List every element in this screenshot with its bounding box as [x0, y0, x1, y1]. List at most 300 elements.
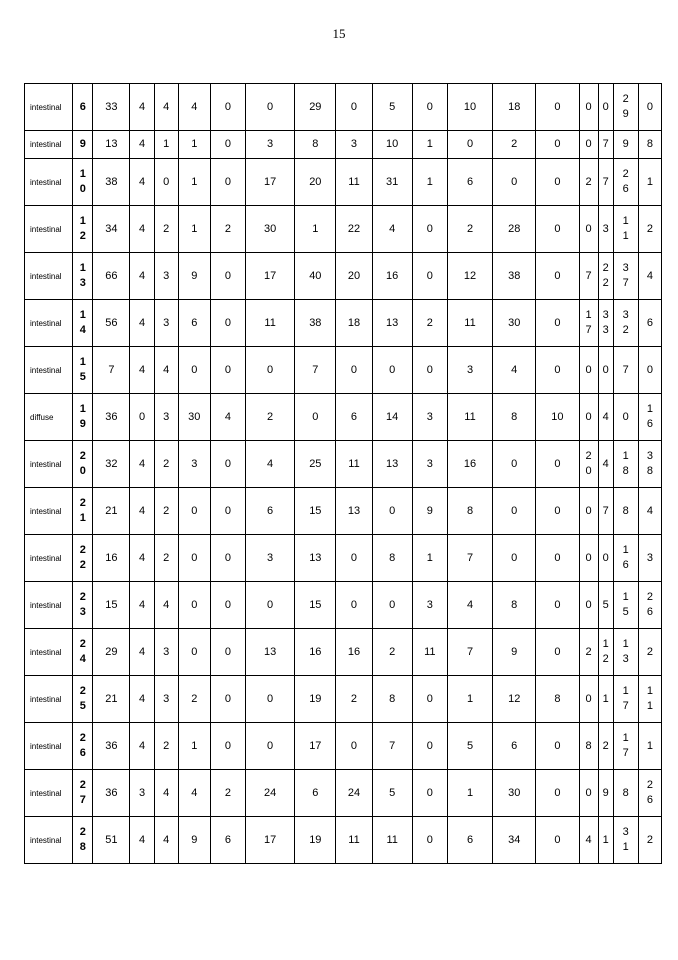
cell-value-text: 7: [622, 363, 629, 376]
cell-value: [536, 770, 579, 817]
cell-value-text: 8: [312, 138, 319, 150]
cell-value-text: 5: [389, 100, 396, 113]
cell-value: [130, 488, 154, 535]
cell-value: [598, 347, 613, 394]
cell-value: [246, 206, 295, 253]
cell-value-text: 0: [426, 833, 433, 846]
cell-value: [579, 131, 598, 159]
cell-value: [210, 723, 245, 770]
cell-value: [178, 347, 210, 394]
cell-value-text: 4: [646, 269, 653, 282]
cell-value: [210, 300, 245, 347]
cell-value: [493, 770, 536, 817]
cell-value: [536, 488, 579, 535]
cell-value: [336, 300, 372, 347]
cell-value: [412, 253, 447, 300]
cell-value-text: 0: [426, 786, 433, 799]
cell-value-text: 21: [105, 504, 118, 517]
table-row: [25, 535, 662, 582]
cell-value-text: 0: [585, 504, 592, 517]
cell-value: [579, 206, 598, 253]
cell-id-value: 2 7: [79, 779, 86, 806]
cell-value-text: 0: [511, 551, 518, 564]
cell-value: [154, 676, 178, 723]
cell-value-text: 28: [508, 222, 521, 235]
cell-value-text: 13: [347, 504, 361, 517]
cell-value: [598, 253, 613, 300]
cell-value: [93, 394, 130, 441]
cell-value-text: 2 2: [602, 262, 609, 289]
cell-value: [447, 629, 492, 676]
cell-type: intestinal: [25, 131, 73, 159]
cell-value: [154, 206, 178, 253]
cell-value: [598, 84, 613, 131]
cell-value: [130, 535, 154, 582]
cell-value-text: 0: [267, 363, 274, 376]
cell-value-text: 4: [163, 833, 170, 846]
cell-value-text: 3 3: [602, 309, 609, 336]
cell-value: [447, 441, 492, 488]
cell-value: [154, 253, 178, 300]
table-row: [25, 300, 662, 347]
cell-value: [295, 629, 336, 676]
cell-value: [246, 347, 295, 394]
cell-type: intestinal: [25, 676, 73, 723]
cell-value-text: 0: [224, 739, 231, 752]
cell-id-value: 1 9: [79, 403, 86, 430]
cell-value-text: 22: [347, 222, 361, 235]
cell-value-text: 2: [163, 551, 170, 564]
cell-value-text: 0: [585, 363, 592, 376]
cell-type: intestinal: [25, 723, 73, 770]
cell-value-text: 7: [585, 269, 592, 282]
cell-value-text: 4: [585, 833, 592, 846]
cell-value-text: 6: [350, 410, 358, 423]
cell-value: [638, 441, 661, 488]
cell-value: [130, 300, 154, 347]
cell-value-text: 31: [386, 175, 399, 188]
cell-value-text: 4: [138, 138, 146, 150]
cell-value-text: 4: [138, 269, 146, 282]
cell-value-text: 36: [105, 786, 118, 799]
cell-value-text: 3: [426, 457, 433, 470]
cell-type: intestinal: [25, 206, 73, 253]
cell-value: [613, 300, 638, 347]
cell-value-text: 0: [138, 410, 146, 423]
cell-value-text: 0: [554, 100, 561, 113]
cell-value: [536, 441, 579, 488]
cell-value-text: 0: [554, 739, 561, 752]
cell-value-text: 2: [466, 222, 474, 235]
cell-value: [130, 394, 154, 441]
cell-value: [638, 131, 661, 159]
cell-value-text: 4: [138, 551, 146, 564]
cell-id: [73, 441, 93, 488]
cell-id: [73, 770, 93, 817]
cell-value: [536, 676, 579, 723]
cell-value: [130, 206, 154, 253]
cell-value-text: 4: [138, 363, 146, 376]
cell-value-text: 0: [554, 175, 561, 188]
cell-value-text: 3: [163, 645, 170, 658]
cell-value: [295, 84, 336, 131]
cell-value: [638, 582, 661, 629]
cell-value: [154, 131, 178, 159]
cell-value: [613, 582, 638, 629]
cell-value-text: 9: [191, 833, 198, 846]
cell-id: [73, 629, 93, 676]
cell-value: [579, 629, 598, 676]
cell-value: [412, 723, 447, 770]
cell-value-text: 13: [386, 457, 399, 470]
cell-value: [372, 723, 412, 770]
cell-value: [210, 206, 245, 253]
table-row: [25, 676, 662, 723]
cell-value: [295, 535, 336, 582]
cell-value-text: 1 7: [622, 732, 629, 759]
cell-value-text: 1 7: [585, 309, 592, 336]
cell-value-text: 3 8: [646, 450, 653, 477]
cell-value-text: 0: [224, 551, 231, 564]
cell-value: [412, 84, 447, 131]
cell-value-text: 0: [389, 504, 396, 517]
cell-value: [178, 84, 210, 131]
cell-value: [246, 770, 295, 817]
cell-value-text: 0: [389, 363, 396, 376]
cell-value: [536, 206, 579, 253]
cell-value-text: 0: [350, 363, 358, 376]
cell-value-text: 0: [224, 457, 231, 470]
cell-value-text: 4: [138, 175, 146, 188]
cell-value: [210, 84, 245, 131]
cell-value-text: 1: [466, 786, 474, 799]
cell-value-text: 4: [163, 786, 170, 799]
cell-value-text: 3 2: [622, 309, 629, 336]
cell-value-text: 3: [163, 316, 170, 329]
cell-value-text: 3: [191, 457, 198, 470]
cell-value: [412, 159, 447, 206]
cell-value-text: 4: [163, 363, 170, 376]
cell-value: [336, 676, 372, 723]
cell-value: [598, 629, 613, 676]
cell-value-text: 8: [511, 598, 518, 611]
cell-value-text: 2: [646, 833, 653, 846]
cell-value-text: 4: [138, 598, 146, 611]
cell-value: [336, 723, 372, 770]
cell-id-value: 2 6: [79, 732, 86, 759]
cell-value: [493, 300, 536, 347]
cell-value: [372, 253, 412, 300]
cell-value-text: 38: [105, 175, 118, 188]
cell-value: [613, 347, 638, 394]
cell-value-text: 1 2: [602, 638, 609, 665]
cell-value: [493, 394, 536, 441]
cell-value: [178, 770, 210, 817]
cell-value-text: 1 1: [646, 685, 653, 712]
cell-value: [598, 723, 613, 770]
cell-value: [579, 394, 598, 441]
cell-value: [372, 347, 412, 394]
cell-value-text: 0: [426, 692, 433, 705]
cell-value-text: 1 6: [646, 403, 653, 430]
cell-value-text: 29: [105, 645, 118, 658]
cell-value: [638, 253, 661, 300]
cell-value: [447, 159, 492, 206]
table-body: [25, 84, 662, 864]
cell-value-text: 2: [511, 138, 518, 150]
cell-value-text: 1 8: [622, 450, 629, 477]
cell-value-text: 0: [267, 692, 274, 705]
cell-value-text: 0: [224, 269, 231, 282]
cell-value: [210, 441, 245, 488]
cell-value: [638, 300, 661, 347]
cell-value: [372, 676, 412, 723]
cell-value: [210, 159, 245, 206]
cell-value: [536, 253, 579, 300]
cell-value-text: 0: [554, 222, 561, 235]
cell-value: [579, 582, 598, 629]
cell-value-text: 24: [263, 786, 277, 799]
cell-value: [613, 206, 638, 253]
cell-value-text: 0: [585, 786, 592, 799]
table-row: [25, 770, 662, 817]
cell-value: [372, 582, 412, 629]
cell-value-text: 9: [426, 504, 433, 517]
cell-value-text: 0: [466, 138, 474, 150]
cell-value-text: 4: [138, 692, 146, 705]
cell-value: [210, 582, 245, 629]
cell-value: [598, 488, 613, 535]
cell-value: [336, 817, 372, 864]
cell-id-value: 1 5: [79, 356, 86, 383]
cell-value-text: 1: [646, 739, 653, 752]
cell-value: [336, 488, 372, 535]
cell-value: [493, 441, 536, 488]
cell-value-text: 3: [350, 138, 358, 150]
cell-value: [154, 300, 178, 347]
cell-value: [447, 131, 492, 159]
cell-value: [493, 535, 536, 582]
cell-value-text: 0: [554, 551, 561, 564]
cell-value: [93, 159, 130, 206]
cell-value: [295, 441, 336, 488]
cell-value: [210, 488, 245, 535]
cell-value-text: 0: [224, 363, 231, 376]
cell-value-text: 16: [347, 645, 361, 658]
cell-value-text: 0: [585, 222, 592, 235]
cell-value-text: 2: [585, 645, 592, 658]
cell-value-text: 2: [602, 739, 609, 752]
cell-value: [613, 723, 638, 770]
cell-value: [412, 131, 447, 159]
cell-value: [210, 676, 245, 723]
cell-value: [493, 723, 536, 770]
cell-value: [154, 629, 178, 676]
cell-value: [295, 394, 336, 441]
cell-value: [178, 253, 210, 300]
cell-value-text: 8: [389, 692, 396, 705]
cell-value-text: 0: [511, 175, 518, 188]
cell-value: [295, 300, 336, 347]
cell-value: [246, 131, 295, 159]
cell-value: [154, 582, 178, 629]
cell-value-text: 1 6: [622, 544, 629, 571]
cell-value-text: 0: [426, 100, 433, 113]
cell-value: [372, 394, 412, 441]
cell-value: [130, 84, 154, 131]
cell-value-text: 16: [309, 645, 322, 658]
cell-value: [536, 347, 579, 394]
cell-value: [638, 84, 661, 131]
cell-value-text: 8: [646, 138, 653, 150]
cell-value: [178, 817, 210, 864]
cell-value-text: 0: [554, 316, 561, 329]
cell-value-text: 0: [554, 269, 561, 282]
cell-value-text: 1: [602, 833, 609, 846]
cell-id-value: 6: [79, 100, 86, 113]
cell-value: [372, 817, 412, 864]
cell-value-text: 0: [554, 833, 561, 846]
cell-id-value: 2 0: [79, 450, 86, 477]
cell-value-text: 2: [163, 222, 170, 235]
table-row: [25, 629, 662, 676]
cell-value-text: 1: [426, 175, 433, 188]
cell-value: [336, 253, 372, 300]
cell-value-text: 3: [267, 138, 274, 150]
cell-value: [536, 84, 579, 131]
cell-value-text: 3: [163, 269, 170, 282]
cell-value-text: 17: [263, 175, 277, 188]
cell-value: [579, 159, 598, 206]
cell-value: [412, 347, 447, 394]
cell-value-text: 38: [508, 269, 521, 282]
cell-type: intestinal: [25, 488, 73, 535]
cell-value-text: 15: [309, 598, 322, 611]
cell-value: [178, 723, 210, 770]
cell-id: [73, 206, 93, 253]
cell-value: [210, 131, 245, 159]
cell-value: [536, 723, 579, 770]
cell-value: [154, 535, 178, 582]
cell-value-text: 4: [138, 739, 146, 752]
cell-value: [613, 131, 638, 159]
cell-value: [638, 535, 661, 582]
cell-value-text: 1: [602, 692, 609, 705]
cell-value: [447, 488, 492, 535]
cell-id-value: 2 8: [79, 826, 86, 853]
cell-value-text: 0: [622, 410, 629, 423]
cell-value-text: 0: [554, 457, 561, 470]
cell-value-text: 30: [508, 786, 521, 799]
cell-value: [246, 441, 295, 488]
cell-value-text: 8: [622, 504, 629, 517]
cell-value-text: 1: [191, 138, 198, 150]
cell-value-text: 36: [105, 739, 118, 752]
cell-value-text: 0: [191, 551, 198, 564]
cell-value: [579, 770, 598, 817]
cell-value-text: 0: [350, 598, 358, 611]
cell-id-value: 1 2: [79, 215, 86, 242]
cell-value: [246, 582, 295, 629]
cell-value-text: 0: [585, 551, 592, 564]
cell-value-text: 0: [554, 138, 561, 150]
cell-value: [93, 347, 130, 394]
cell-value: [93, 131, 130, 159]
cell-value: [246, 535, 295, 582]
cell-value-text: 1: [191, 222, 198, 235]
cell-value-text: 2: [163, 739, 170, 752]
cell-value: [598, 159, 613, 206]
cell-value-text: 0: [585, 692, 592, 705]
cell-value-text: 2: [224, 222, 231, 235]
cell-value: [613, 394, 638, 441]
cell-value: [579, 676, 598, 723]
cell-value: [412, 535, 447, 582]
cell-value-text: 30: [188, 410, 201, 423]
cell-value-text: 0: [554, 363, 561, 376]
cell-value-text: 21: [105, 692, 118, 705]
cell-value-text: 13: [386, 316, 399, 329]
cell-value-text: 6: [267, 504, 274, 517]
cell-value-text: 0: [511, 504, 518, 517]
cell-value: [336, 629, 372, 676]
cell-value-text: 0: [224, 138, 231, 150]
cell-value-text: 2 9: [622, 93, 629, 120]
cell-value: [130, 629, 154, 676]
cell-value-text: 0: [224, 175, 231, 188]
cell-value: [493, 629, 536, 676]
cell-value: [93, 300, 130, 347]
cell-value: [130, 676, 154, 723]
cell-value-text: 4: [191, 100, 198, 113]
cell-value-text: 1: [312, 222, 319, 235]
cell-value-text: 1: [426, 551, 433, 564]
cell-value-text: 6: [191, 316, 198, 329]
cell-value: [579, 535, 598, 582]
cell-value-text: 0: [554, 504, 561, 517]
cell-value-text: 19: [309, 692, 322, 705]
cell-value: [412, 488, 447, 535]
cell-id: [73, 488, 93, 535]
cell-value-text: 20: [309, 175, 322, 188]
cell-value-text: 0: [224, 645, 231, 658]
cell-value: [130, 723, 154, 770]
cell-id: [73, 131, 93, 159]
cell-value: [372, 488, 412, 535]
cell-value: [246, 300, 295, 347]
cell-value-text: 7: [312, 363, 319, 376]
cell-value-text: 6: [466, 175, 474, 188]
cell-value-text: 32: [105, 457, 118, 470]
cell-value: [336, 582, 372, 629]
cell-value: [93, 770, 130, 817]
cell-value: [93, 582, 130, 629]
cell-value: [447, 676, 492, 723]
cell-value-text: 0: [554, 598, 561, 611]
cell-value: [536, 817, 579, 864]
cell-value-text: 11: [348, 833, 360, 846]
cell-value-text: 0: [191, 645, 198, 658]
cell-value: [178, 535, 210, 582]
cell-value-text: 11: [386, 833, 398, 846]
cell-type: intestinal: [25, 535, 73, 582]
cell-value: [447, 723, 492, 770]
cell-value-text: 8: [511, 410, 518, 423]
cell-value-text: 15: [309, 504, 322, 517]
table-row: [25, 159, 662, 206]
cell-value: [210, 253, 245, 300]
cell-value-text: 25: [309, 457, 322, 470]
